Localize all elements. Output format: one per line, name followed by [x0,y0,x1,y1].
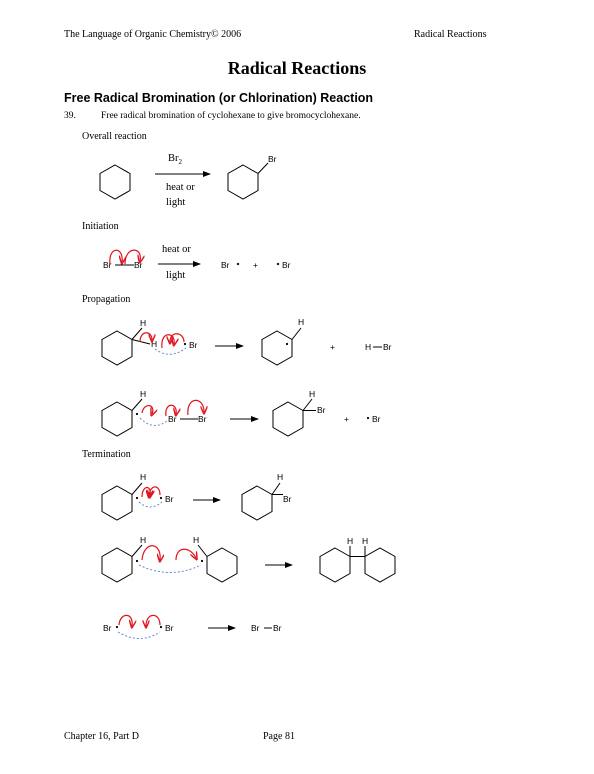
radical-dot [160,497,162,499]
section-termination: Termination [82,449,131,460]
plus-sign: + [344,414,349,424]
c-h-bond [132,545,142,557]
fishhook-arrow [170,334,184,342]
br-radical: Br [103,623,112,633]
section-propagation: Propagation [82,294,131,305]
fishhook-arrow [142,546,160,560]
br-radical: Br [165,494,174,504]
radical-dot [184,343,186,345]
hydrogen-label: H [140,318,147,328]
c-h-bond [198,545,207,557]
cyclohexane-ring [100,165,130,199]
br-radical: Br [282,260,291,270]
hydrogen-label: H [298,317,305,327]
footer-chapter: Chapter 16, Part D [64,731,139,742]
section-subtitle: Free Radical Bromination (or Chlorination) Reaction [64,91,374,105]
radical-dot [116,626,118,628]
fishhook-arrow [146,615,160,626]
hydrogen-label: H [140,389,147,399]
br-atom-right: Br [134,260,143,270]
fishhook-arrow [119,615,132,626]
overall-condition-line1: heat or [166,182,195,193]
problem-text: Free radical bromination of cyclohexane to give bromocyclohexane. [101,111,361,121]
cyclohexyl-radical-ring [262,331,292,365]
cyclohexane-ring [102,331,132,365]
initiation-condition-top: heat or [162,244,191,255]
radical-dot [367,417,369,419]
hydrogen-label: H [365,342,372,352]
cyclohexyl-radical-ring [102,548,132,582]
radical-dot [201,560,203,562]
br-radical: Br [221,260,230,270]
dashed-new-bond [155,348,186,354]
plus-sign: + [253,260,258,270]
bromine-label: Br [383,342,392,352]
hydrogen-label: H [347,536,354,546]
page-title: Radical Reactions [227,58,367,78]
radical-dot [136,560,138,562]
c-h-bond [132,340,150,345]
br-radical: Br [372,414,381,424]
running-header-right: Radical Reactions [414,29,487,40]
fishhook-arrow [188,400,204,415]
radical-dot [277,263,279,265]
fishhook-arrow [176,549,196,560]
bicyclohexyl-ring-left [320,548,350,582]
hydrogen-label: H [140,535,147,545]
c-br-bond [258,163,268,174]
cyclohexane-ring [102,402,132,436]
bromine-label: Br [283,494,292,504]
bromine-label: Br [198,414,207,424]
radical-dot [237,263,239,265]
bromocyclohexane-ring [228,165,258,199]
fishhook-arrow [142,406,153,414]
section-overall-reaction: Overall reaction [82,131,147,142]
bromine-label: Br [168,414,177,424]
dashed-new-bond [139,565,201,573]
radical-dot [136,497,138,499]
br-radical: Br [165,623,174,633]
overall-condition-line2: light [166,197,186,208]
bromine-label: Br [268,154,277,164]
footer-page-number: Page 81 [263,731,295,742]
c-h-bond [272,483,280,495]
radical-dot [136,413,138,415]
hydrogen-label: H [309,389,316,399]
hydrogen-label: H [193,535,200,545]
bromine-label: Br [317,405,326,415]
bromine-label: Br [273,623,282,633]
cyclohexyl-radical-ring [102,486,132,520]
br-radical: Br [189,340,198,350]
c-h-bond [292,328,301,340]
c-h-bond [132,399,142,411]
bromine-label: Br [251,623,260,633]
radical-dot [286,343,288,345]
initiation-condition-bottom: light [166,270,186,281]
running-header-left: The Language of Organic Chemistry© 2006 [64,29,242,40]
fishhook-arrow [110,250,122,264]
problem-number: 39. [64,111,76,121]
hydrogen-label: H [362,536,369,546]
hydrogen-label: H [277,472,284,482]
hydrogen-label: H [140,472,147,482]
bromocyclohexane-ring [242,486,272,520]
bromocyclohexane-ring [273,402,303,436]
br-atom-left: Br [103,260,112,270]
hydrogen-label: H [151,339,158,349]
dashed-new-bond [140,418,168,426]
section-initiation: Initiation [82,221,119,232]
dashed-new-bond [118,632,160,639]
c-h-bond [303,399,312,411]
plus-sign: + [330,342,335,352]
cyclohexyl-radical-ring [207,548,237,582]
fishhook-arrow [162,335,174,348]
overall-reagent: $Br_2$ [168,153,182,167]
radical-dot [160,626,162,628]
bicyclohexyl-ring-right [365,548,395,582]
dashed-new-bond [139,502,162,507]
c-h-bond [132,483,142,495]
